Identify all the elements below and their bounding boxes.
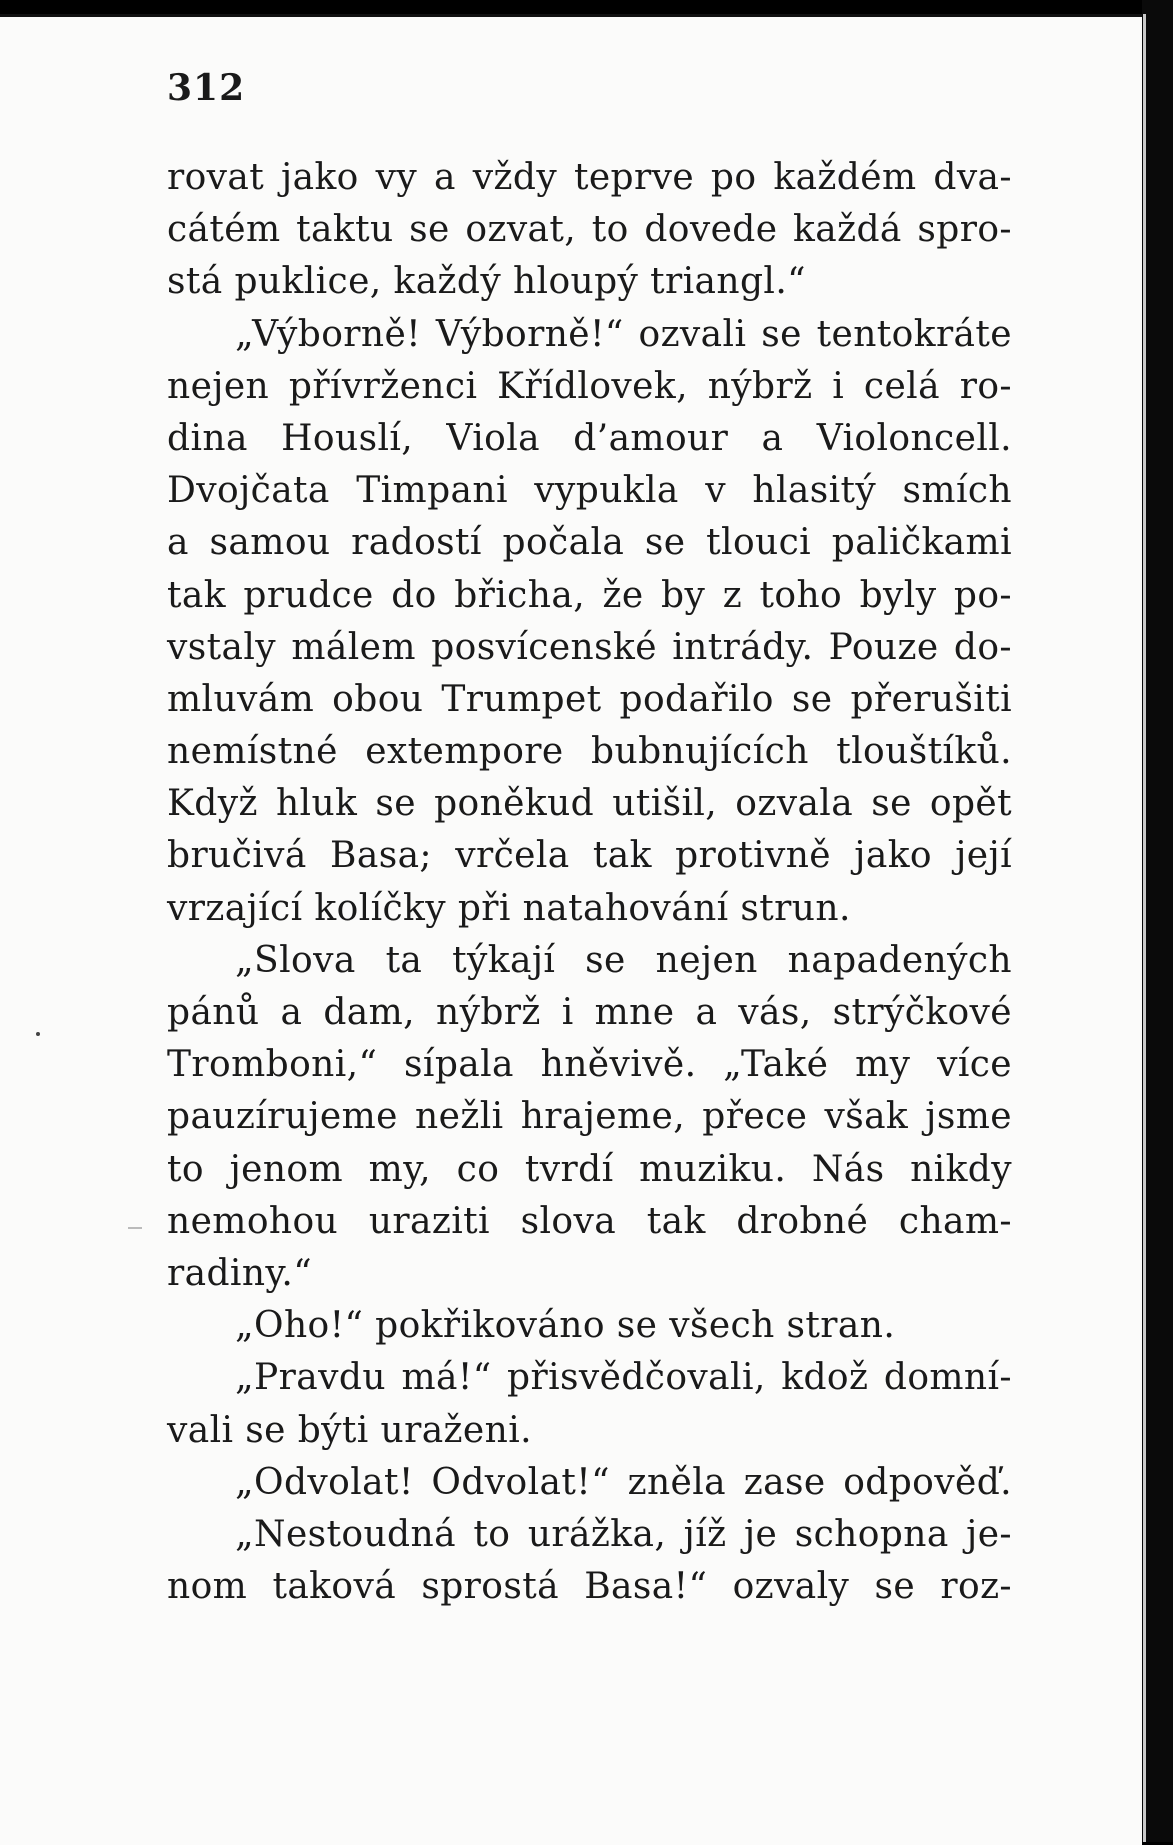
text-line: „Pravdu má!“ přisvědčovali, kdož domní- [235, 1357, 1012, 1399]
text-line: cátém taktu se ozvat, to dovede každá spro- [167, 209, 1012, 251]
text-line: „Slova ta týkají se nejen napadených [235, 939, 1012, 981]
text-line: a samou radostí počala se tlouci paličkami [167, 522, 1012, 564]
text-line: rovat jako vy a vždy teprve po každém dva- [167, 157, 1012, 198]
text-line: „Oho!“ pokřikováno se všech stran. [235, 1305, 896, 1347]
text-line: tak prudce do břicha, že by z toho byly po- [167, 574, 1012, 616]
text-line: pánů a dam, nýbrž i mne a vás, strýčkové [167, 992, 1012, 1033]
margin-mark [128, 1227, 142, 1229]
text-line: dina Houslí, Viola d’amour a Violoncell. [167, 417, 1012, 459]
text-line: pauzírujeme nežli hrajeme, přece však jsme [167, 1096, 1012, 1138]
text-line: stá puklice, každý hloupý triangl.“ [167, 261, 806, 303]
text-line: Když hluk se poněkud utišil, ozvala se opět [167, 783, 1012, 825]
scan-edge-right [1142, 0, 1173, 1842]
text-line: „Nestoudná to urážka, jíž je schopna je- [235, 1513, 1012, 1555]
text-line: „Odvolat! Odvolat!“ zněla zase odpověď. [235, 1461, 1012, 1503]
text-line: radiny.“ [167, 1252, 313, 1294]
text-line: nom taková sprostá Basa!“ ozvaly se roz- [167, 1566, 1012, 1608]
text-line: „Výborně! Výborně!“ ozvali se tentokráte [235, 313, 1012, 355]
text-line: vstaly málem posvícenské intrády. Pouze do- [167, 626, 1012, 668]
text-line: vali se býti uraženi. [167, 1409, 532, 1451]
text-line: bručivá Basa; vrčela tak protivně jako její [167, 835, 1012, 877]
text-line: to jenom my, co tvrdí muziku. Nás nikdy [167, 1148, 1012, 1190]
text-line: nemohou uraziti slova tak drobné cham- [167, 1200, 1012, 1242]
page-number: 312 [167, 67, 246, 109]
text-line: mluvám obou Trumpet podařilo se přerušiti [167, 678, 1012, 720]
book-page [0, 14, 1142, 1845]
body-text [167, 152, 1012, 1613]
text-line: nemístné extempore bubnujících tlouštíků. [167, 731, 1012, 773]
text-line: Dvojčata Timpani vypukla v hlasitý smích [167, 470, 1012, 512]
margin-speck [36, 1032, 40, 1036]
text-line: Tromboni,“ sípala hněvivě. „Také my více [167, 1044, 1012, 1086]
text-line: nejen přívrženci Křídlovek, nýbrž i celá ro- [167, 365, 1012, 407]
page-edge-line [1143, 14, 1146, 1842]
text-line: vrzající kolíčky při natahování strun. [167, 887, 851, 929]
